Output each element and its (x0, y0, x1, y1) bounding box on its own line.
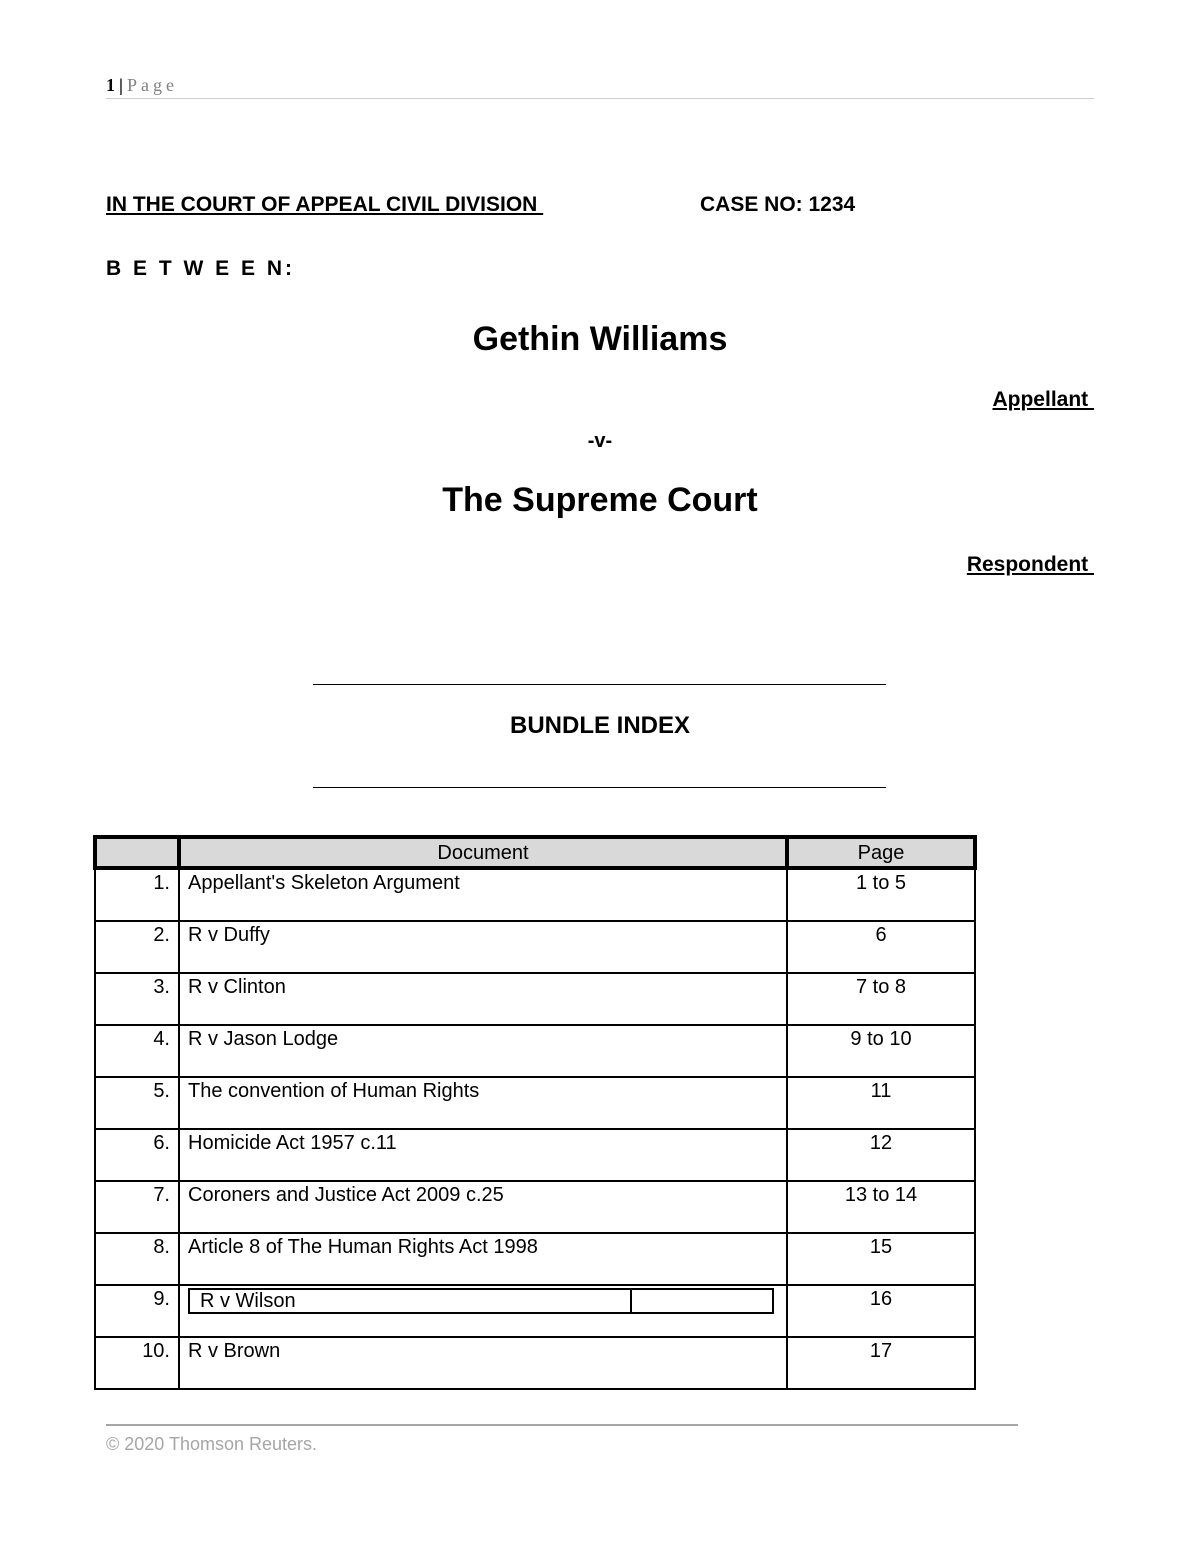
table-header-row (95, 837, 975, 868)
row-document: R v Jason Lodge (179, 1025, 787, 1077)
case-number: CASE NO: 1234 (700, 193, 856, 216)
divider-top (313, 684, 886, 685)
nested-document-box (188, 1288, 774, 1314)
table-row (95, 1233, 975, 1285)
page-separator: | (119, 75, 123, 95)
row-page: 1 to 5 (787, 868, 975, 921)
column-header-document: Document (179, 837, 787, 868)
row-page: 12 (787, 1129, 975, 1181)
row-document: R v Wilson (190, 1290, 632, 1312)
row-page: 13 to 14 (787, 1181, 975, 1233)
table-row (95, 868, 975, 921)
bundle-index-title: BUNDLE INDEX (509, 712, 690, 739)
row-document: The convention of Human Rights (179, 1077, 787, 1129)
row-document: R v Duffy (179, 921, 787, 973)
page-header (106, 74, 1094, 99)
footer-divider (106, 1424, 1018, 1426)
row-page: 11 (787, 1077, 975, 1129)
table-row (95, 1181, 975, 1233)
row-number: 9. (95, 1285, 179, 1337)
row-document: R v Clinton (179, 973, 787, 1025)
row-number: 4. (95, 1025, 179, 1077)
table-row (95, 1025, 975, 1077)
appellant-role: Appellant (992, 388, 1094, 411)
row-page: 15 (787, 1233, 975, 1285)
row-document-cell (179, 1285, 787, 1337)
table-row (95, 1285, 975, 1337)
row-document: Article 8 of The Human Rights Act 1998 (179, 1233, 787, 1285)
copyright-text: © 2020 Thomson Reuters. (106, 1434, 318, 1454)
nested-empty-cell (632, 1290, 772, 1312)
page-number: 1 (106, 75, 115, 95)
table-row (95, 1337, 975, 1389)
table-row (95, 921, 975, 973)
row-number: 5. (95, 1077, 179, 1129)
row-page: 6 (787, 921, 975, 973)
column-header-page: Page (787, 837, 975, 868)
column-header-number (95, 837, 179, 868)
between-label: B E T W E E N: (106, 257, 295, 280)
court-title: IN THE COURT OF APPEAL CIVIL DIVISION (106, 193, 544, 216)
row-page: 7 to 8 (787, 973, 975, 1025)
row-number: 1. (95, 868, 179, 921)
row-number: 2. (95, 921, 179, 973)
versus-label: -v- (587, 430, 613, 452)
row-number: 10. (95, 1337, 179, 1389)
row-document: Appellant's Skeleton Argument (179, 868, 787, 921)
page-word: Page (126, 75, 178, 95)
row-document: Coroners and Justice Act 2009 c.25 (179, 1181, 787, 1233)
row-number: 8. (95, 1233, 179, 1285)
row-number: 3. (95, 973, 179, 1025)
row-document: Homicide Act 1957 c.11 (179, 1129, 787, 1181)
row-number: 7. (95, 1181, 179, 1233)
respondent-name: The Supreme Court (442, 481, 758, 519)
row-page: 16 (787, 1285, 975, 1337)
row-page: 9 to 10 (787, 1025, 975, 1077)
respondent-role: Respondent (966, 553, 1094, 576)
appellant-name: Gethin Williams (472, 320, 728, 358)
divider-bottom (313, 787, 886, 788)
table-row (95, 1077, 975, 1129)
row-number: 6. (95, 1129, 179, 1181)
table-row (95, 1129, 975, 1181)
bundle-index-table (93, 835, 977, 1390)
row-document: R v Brown (179, 1337, 787, 1389)
row-page: 17 (787, 1337, 975, 1389)
table-row (95, 973, 975, 1025)
